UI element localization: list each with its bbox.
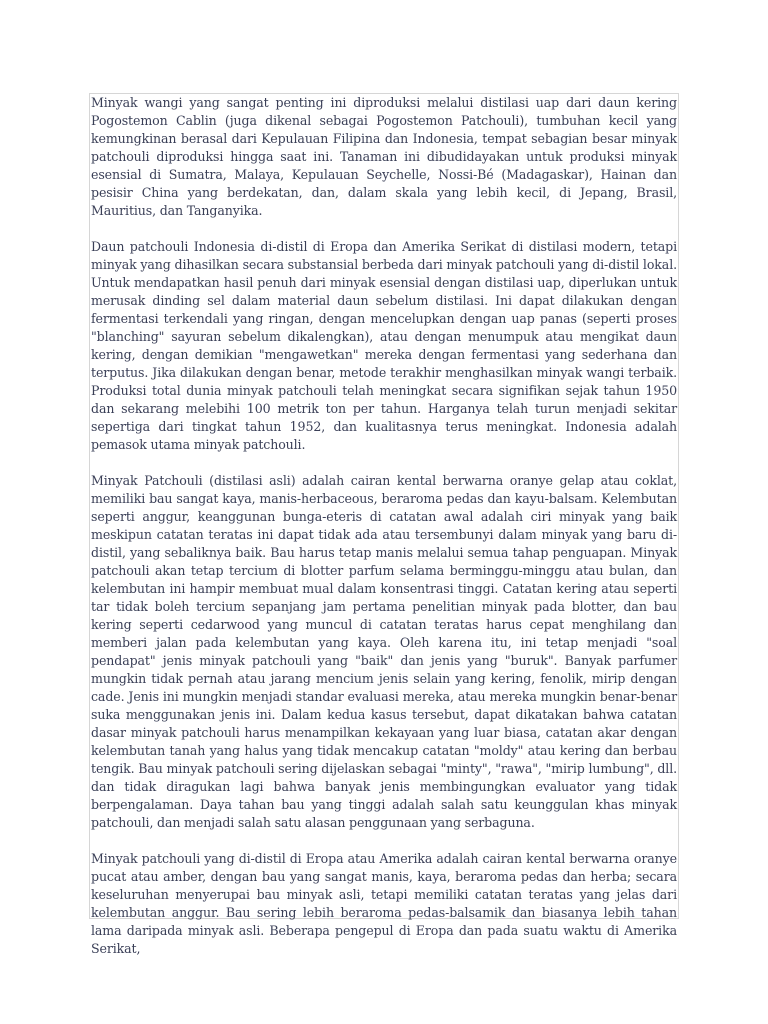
paragraph-2: Daun patchouli Indonesia di-distil di Eropa dan Amerika Serikat di distilasi modern, tetapi minyak yang dihasilkan secara substansial berbeda dari minyak patchouli yang di-distil lokal. Untuk mendapatkan hasil penuh dari minyak esensial dengan distilasi uap, diperlukan untuk merusak dinding sel dalam material daun sebelum distilasi. Ini dapat dilakukan dengan fermentasi terkendali yang ringan, dengan mencelupkan dengan uap panas (seperti proses "blanching" sayuran sebelum dikalengkan), atau dengan menumpuk atau mengikat daun kering, dengan demikian "mengawetkan" mereka dengan fermentasi yang sederhana dan terputus. Jika dilakukan dengan benar, metode terakhir menghasilkan minyak wangi terbaik. Produksi total dunia minyak patchouli telah meningkat secara signifikan sejak tahun 1950 dan sekarang melebihi 100 metrik ton per tahun. Harganya telah turun menjadi sekitar sepertiga dari tingkat tahun 1952, dan kualitasnya terus meningkat. Indonesia adalah pemasok utama minyak patchouli. — [91, 239, 677, 452]
paragraph-4: Minyak patchouli yang di-distil di Eropa atau Amerika adalah cairan kental berwarna oranye pucat atau amber, dengan bau yang sangat manis, kaya, beraroma pedas dan herba; secara keseluruhan menyerupai bau minyak asli, tetapi memiliki catatan teratas yang jelas dari kelembutan anggur. Bau sering lebih beraroma pedas-balsamik dan biasanya lebih tahan lama daripada minyak asli. Beberapa pengepul di Eropa dan pada suatu waktu di Amerika Serikat, — [91, 851, 677, 956]
paragraph-1: Minyak wangi yang sangat penting ini diproduksi melalui distilasi uap dari daun kering Pogostemon Cablin (juga dikenal sebagai Pogostemon Patchouli), tumbuhan kecil yang kemungkinan berasal dari Kepulauan Filipina dan Indonesia, tempat sebagian besar minyak patchouli diproduksi hingga saat ini. Tanaman ini dibudidayakan untuk produksi minyak esensial di Sumatra, Malaya, Kepulauan Seychelle, Nossi-Bé (Madagaskar), Hainan dan pesisir China yang berdekatan, dan, dalam skala yang lebih kecil, di Jepang, Brasil, Mauritius, dan Tanganyika. — [91, 95, 677, 218]
text-frame — [89, 93, 679, 956]
paragraph-3: Minyak Patchouli (distilasi asli) adalah cairan kental berwarna oranye gelap atau coklat, memiliki bau sangat kaya, manis-herbaceous, beraroma pedas dan kayu-balsam. Kelembutan seperti anggur, keanggunan bunga-eteris di catatan awal adalah ciri minyak yang baik meskipun catatan teratas ini dapat tidak ada atau tersembunyi dalam minyak yang baru di-distil, yang sebaliknya baik. Bau harus tetap manis melalui semua tahap penguapan. Minyak patchouli akan tetap tercium di blotter parfum selama berminggu-minggu atau bulan, dan kelembutan ini hampir membuat mual dalam konsentrasi tinggi. Catatan kering atau seperti tar tidak boleh tercium sepanjang jam pertama penelitian minyak pada blotter, dan bau kering seperti cedarwood yang muncul di catatan teratas harus cepat menghilang dan memberi jalan pada kelembutan yang kaya. Oleh karena itu, ini tetap menjadi "soal pendapat" jenis minyak patchouli yang "baik" dan jenis yang "buruk". Banyak parfumer mungkin tidak pernah atau jarang mencium jenis selain yang kering, fenolik, mirip dengan cade. Jenis ini mungkin menjadi standar evaluasi mereka, atau mereka mungkin benar-benar suka menggunakan jenis ini. Dalam kedua kasus tersebut, dapat dikatakan bahwa catatan dasar minyak patchouli harus menampilkan kekayaan yang luar biasa, catatan akar dengan kelembutan tanah yang halus yang tidak mencakup catatan "moldy" atau kering dan berbau tengik. Bau minyak patchouli sering dijelaskan sebagai "minty", "rawa", "mirip lumbung", dll. dan tidak diragukan lagi bahwa banyak jenis membingungkan evaluator yang tidak berpengalaman. Daya tahan bau yang tinggi adalah salah satu keunggulan khas minyak patchouli, dan menjadi salah satu alasan penggunaan yang serbaguna. — [91, 473, 677, 830]
